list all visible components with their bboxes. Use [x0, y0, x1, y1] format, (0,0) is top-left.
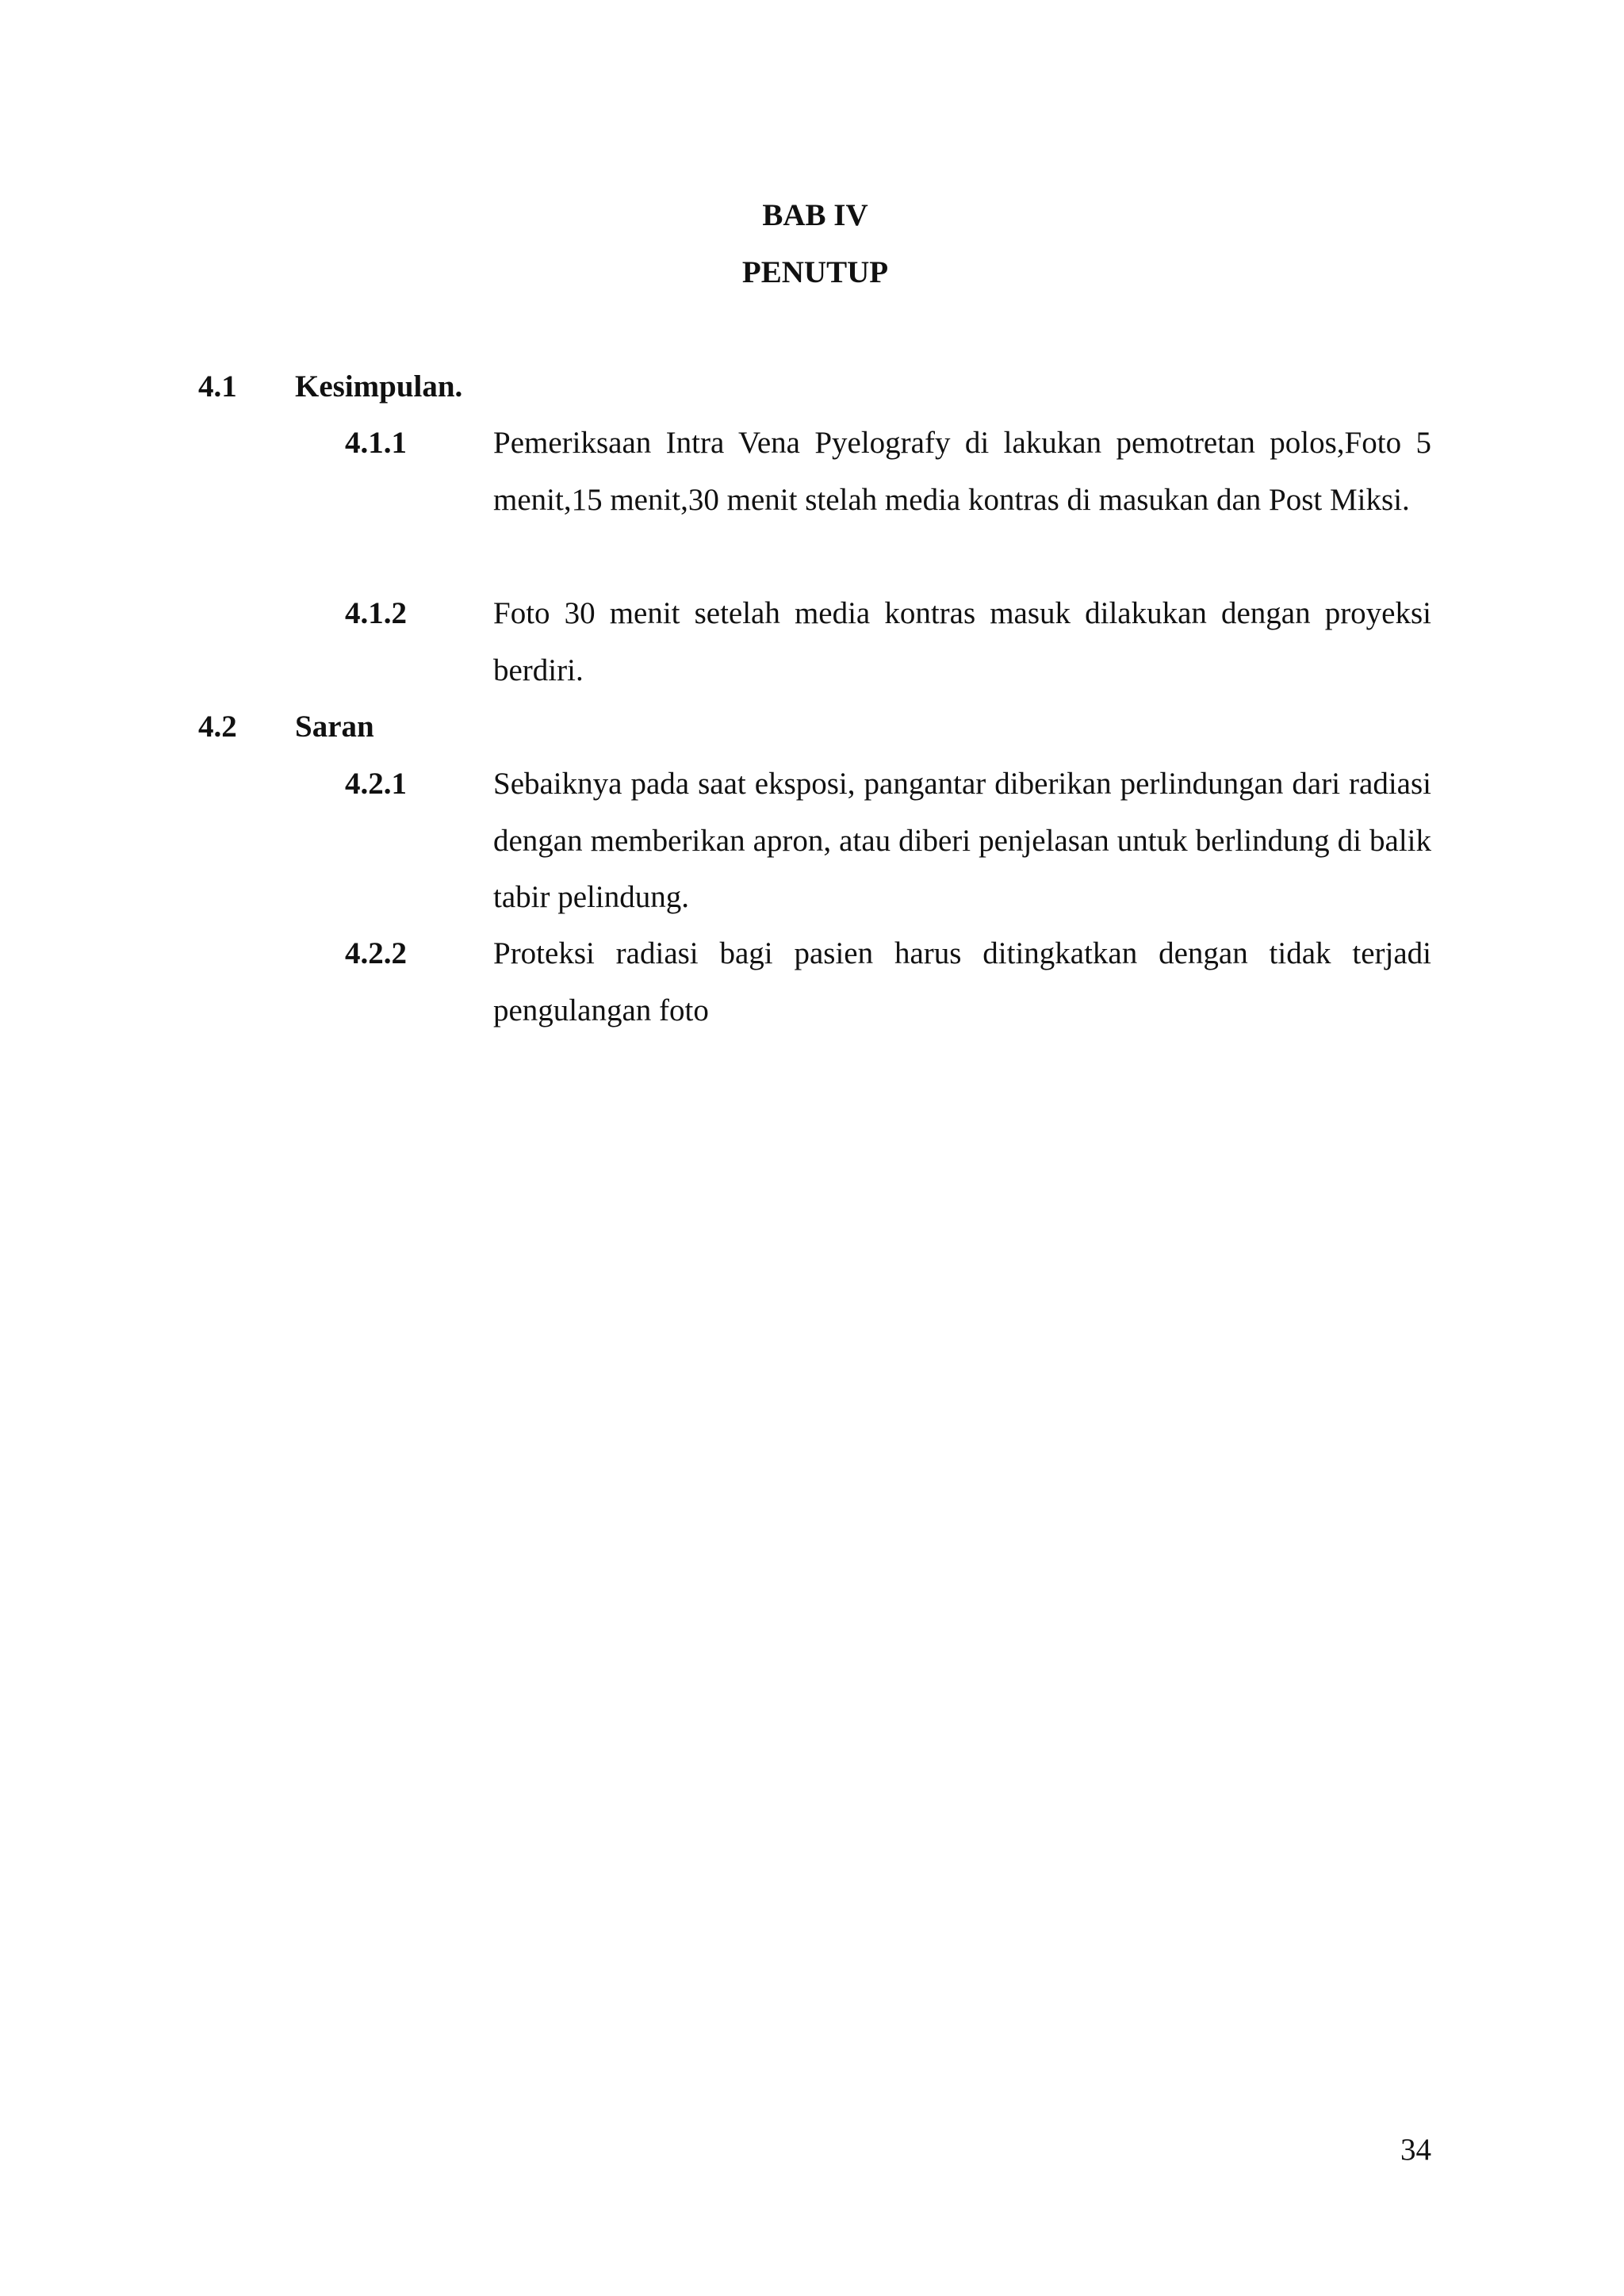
subsection-text: Pemeriksaan Intra Vena Pyelografy di lakukan pemotretan polos,Foto 5 menit,15 menit,30 menit stelah media kontras di masukan dan Post Miksi. — [493, 426, 1431, 517]
subsection-number: 4.2.1 — [345, 767, 407, 801]
section-title: Kesimpulan. — [295, 369, 463, 404]
page-number: 34 — [1400, 2133, 1431, 2167]
subsection-text: Foto 30 menit setelah media kontras masuk dilakukan dengan proyeksi berdiri. — [493, 596, 1431, 687]
section-title: Saran — [295, 710, 374, 744]
subsection-number: 4.2.2 — [345, 936, 407, 970]
subsection-number: 4.1.2 — [345, 596, 407, 630]
subsection-text: Sebaiknya pada saat eksposi, pangantar diberikan perlindungan dari radiasi dengan memberikan apron, atau diberi penjelasan untuk berlindung di balik tabir pelindung. — [493, 767, 1431, 914]
subsection-number: 4.1.1 — [345, 426, 407, 460]
chapter-label: BAB IV — [762, 198, 868, 232]
subsection-text: Proteksi radiasi bagi pasien harus ditingkatkan dengan tidak terjadi pengulangan foto — [493, 936, 1431, 1027]
section-number: 4.1 — [198, 369, 237, 404]
chapter-title: PENUTUP — [741, 255, 889, 289]
section-number: 4.2 — [198, 710, 237, 744]
